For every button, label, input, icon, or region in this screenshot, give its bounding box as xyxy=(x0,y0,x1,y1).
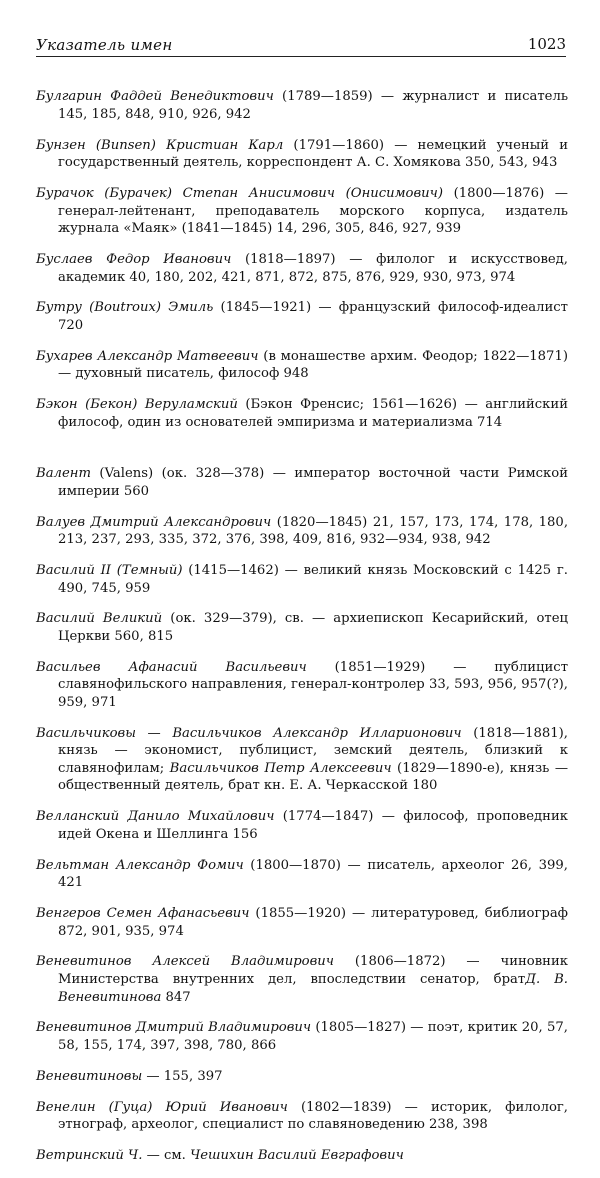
index-entry xyxy=(36,465,568,500)
index-entry xyxy=(36,299,568,334)
entry-description: (1791—1860) — немецкий ученый и государственный деятель, корреспондент А. С. Хомякова 350, 543, 943 xyxy=(58,137,568,171)
index-entry xyxy=(36,1068,568,1086)
entry-name: Бутру (Boutroux) Эмиль xyxy=(36,300,214,316)
index-entry xyxy=(36,251,568,286)
index-entry xyxy=(36,88,568,123)
entry-name: Вельтман Александр Фомич xyxy=(36,857,244,873)
entry-name: Веневитинов Алексей Владимирович xyxy=(36,954,334,970)
entry-description: (1800—1870) — писатель, археолог 26, 399, 421 xyxy=(58,857,568,891)
index-entry xyxy=(36,725,568,795)
entry-description: (1820—1845) 21, 157, 173, 174, 178, 180, 213, 237, 293, 335, 372, 376, 398, 409, 816, 932—934, 938, 942 xyxy=(58,514,569,548)
entry-name: Валент xyxy=(36,466,91,482)
entry-description: (ок. 329—379), св. — архиепископ Кесарийский, отец Церкви 560, 815 xyxy=(58,611,569,644)
name-index xyxy=(36,75,568,1178)
entry-name: Веневитиновы xyxy=(36,1068,143,1084)
entry-description: (Бэкон Френсис; 1561—1626) — английский философ, один из основателей эмпиризма и материализма 714 xyxy=(58,397,568,430)
index-entry xyxy=(36,1099,568,1134)
page-number: 1023 xyxy=(527,35,566,53)
entry-name: Булгарин Фаддей Венедиктович xyxy=(36,89,274,105)
index-entry xyxy=(36,348,568,383)
index-entry xyxy=(36,562,568,597)
index-entry xyxy=(36,953,568,1006)
entry-description: (1415—1462) — великий князь Московский с 1425 г. 490, 745, 959 xyxy=(58,562,568,596)
entry-description: (1818—1897) — филолог и искусствовед, академик 40, 180, 202, 421, 871, 872, 875, 876, 929, 930, 973, 974 xyxy=(58,251,568,285)
entry-name: Бунзен (Bunsen) Кристиан Карл xyxy=(36,137,284,153)
index-entry xyxy=(36,137,568,172)
entry-description: (Valens) (ок. 328—378) — император восточной части Римской империи 560 xyxy=(58,466,568,499)
entry-name: Бухарев Александр Матвеевич xyxy=(36,348,259,364)
entry-description: (1800—1876) — генерал-лейтенант, преподаватель морского корпуса, издатель журнала «Маяк» (1841—1845) 14, 296, 305, 846, 927, 939 xyxy=(58,185,568,237)
entry-name: Венгеров Семен Афанасьевич xyxy=(36,906,250,921)
index-entry xyxy=(36,1147,568,1165)
entry-name: Бэкон (Бекон) Веруламский xyxy=(36,397,238,413)
entry-description: 847 xyxy=(161,989,191,1005)
entry-name: Д. В. Веневитинова xyxy=(58,971,568,1005)
entry-name: Чешихин Василий Евграфович xyxy=(190,1147,404,1163)
entry-name: Веневитинов Дмитрий Владимирович xyxy=(36,1020,312,1036)
entry-description: (1851—1929) — публицист славянофильского направления, генерал-контролер 33, 593, 956, 957(?), 959, 971 xyxy=(58,659,568,710)
entry-description: (1855—1920) — литературовед, библиограф 872, 901, 935, 974 xyxy=(58,906,569,939)
index-entry xyxy=(36,610,568,645)
index-entry xyxy=(36,185,568,238)
entry-name: Василий Великий xyxy=(36,611,163,627)
entry-description: (1806—1872) — чиновник Министерства внутренних дел, впоследствии сенатор, брат xyxy=(58,954,568,987)
index-entry xyxy=(36,659,568,712)
index-entry xyxy=(36,514,568,549)
entry-name: Велланский Данило Михайлович xyxy=(36,809,275,825)
entry-name: Ветринский Ч. xyxy=(36,1147,143,1163)
entry-name: Васильчиков Петр Алексеевич xyxy=(169,760,392,776)
entry-description: (в монашестве архим. Феодор; 1822—1871) — духовный писатель, философ 948 xyxy=(58,348,568,382)
entry-name: Бурачок (Бурачек) Степан Анисимович (Онисимович) xyxy=(36,185,444,201)
entry-name: Васильев Афанасий Васильевич xyxy=(36,659,307,675)
index-group xyxy=(36,465,568,1164)
index-group xyxy=(36,88,568,431)
index-entry xyxy=(36,396,568,431)
entry-description: (1789—1859) — журналист и писатель 145, 185, 848, 910, 926, 942 xyxy=(58,89,569,122)
entry-name: Венелин (Гуца) Юрий Иванович xyxy=(36,1099,288,1115)
entry-name: Василий II (Темный) xyxy=(36,562,183,578)
entry-description: — 155, 397 xyxy=(142,1068,223,1084)
running-title: Указатель имен xyxy=(36,36,173,54)
index-entry xyxy=(36,905,568,940)
entry-name: Валуев Дмитрий Александрович xyxy=(36,514,272,530)
entry-description: (1774—1847) — философ, проповедник идей Окена и Шеллинга 156 xyxy=(58,809,568,842)
entry-name: Васильчиковы — Васильчиков Александр Илларионович xyxy=(36,725,462,741)
index-entry xyxy=(36,1019,568,1054)
entry-description: (1829—1890-е), князь — общественный деятель, брат кн. Е. А. Черкасской 180 xyxy=(58,760,569,794)
entry-description: (1845—1921) — французский философ-идеалист 720 xyxy=(58,300,568,333)
entry-name: Буслаев Федор Иванович xyxy=(36,251,232,267)
entry-description: (1818—1881), князь — экономист, публицист, земский деятель, близкий к славянофилам; xyxy=(58,725,568,776)
running-header xyxy=(36,34,566,57)
index-entry xyxy=(36,857,568,892)
entry-description: (1805—1827) — поэт, критик 20, 57, 58, 155, 174, 397, 398, 780, 866 xyxy=(58,1020,568,1053)
entry-description: — см. xyxy=(142,1147,191,1163)
entry-description: (1802—1839) — историк, филолог, этнограф, археолог, специалист по славяноведению 238, 398 xyxy=(58,1099,568,1133)
index-entry xyxy=(36,808,568,843)
